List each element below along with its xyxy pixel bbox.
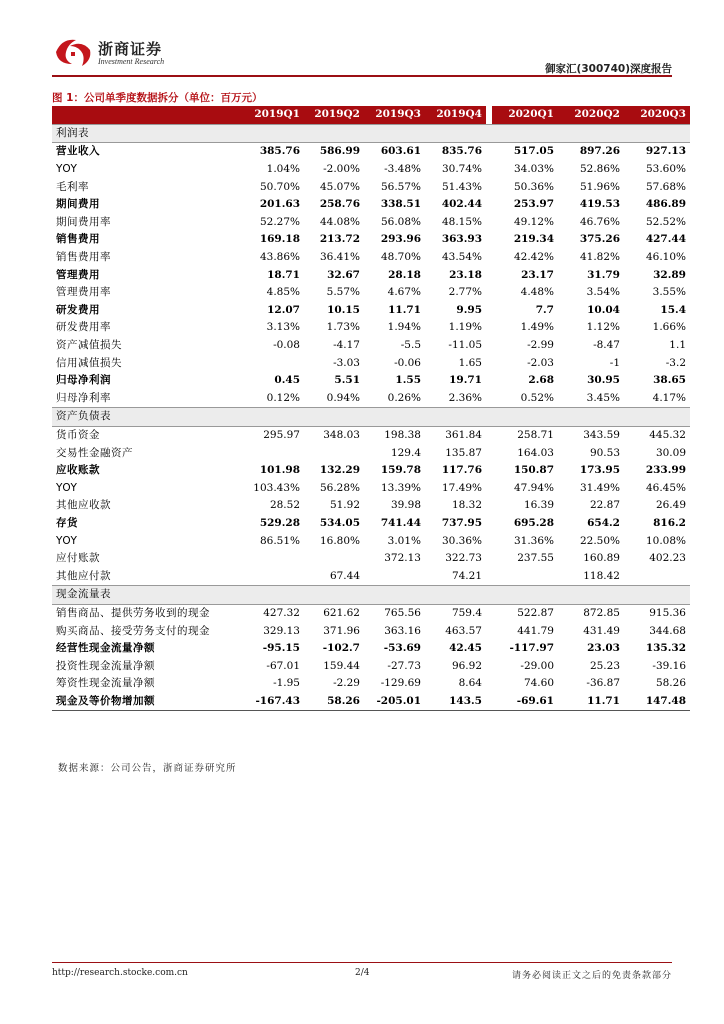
value-cell: 219.34 <box>513 233 554 246</box>
value-cell: 361.84 <box>445 428 482 441</box>
value-cell: 17.49% <box>441 481 482 494</box>
value-cell: 198.38 <box>384 428 421 441</box>
value-cell: -205.01 <box>364 693 425 711</box>
value-cell: 1.65 <box>458 356 482 369</box>
value-cell: -39.16 <box>652 659 686 672</box>
value-cell: -11.05 <box>448 339 482 352</box>
value-cell: 46.76% <box>579 215 620 228</box>
value-cell: 74.60 <box>523 677 554 690</box>
value-cell <box>244 444 304 462</box>
table-row <box>52 143 690 161</box>
value-cell: 3.54% <box>586 286 620 299</box>
value-cell: -2.29 <box>333 677 360 690</box>
value-cell: 18.32 <box>451 499 482 512</box>
table-row <box>52 675 690 693</box>
disclaimer-note: 请务必阅读正文之后的免责条款部分 <box>511 971 672 981</box>
value-cell: 816.2 <box>653 516 686 529</box>
value-cell: 344.68 <box>649 624 686 637</box>
section-header-row <box>52 408 690 427</box>
section-header-row <box>52 586 690 605</box>
table-row <box>52 337 690 355</box>
value-cell: 19.71 <box>449 374 482 387</box>
row-label: 应收账款 <box>56 464 100 477</box>
value-cell: 2.77% <box>448 286 482 299</box>
row-label: 营业收入 <box>56 145 100 158</box>
value-cell: 258.76 <box>319 198 360 211</box>
value-cell: -53.69 <box>383 642 421 655</box>
value-cell: 463.57 <box>445 624 482 637</box>
value-cell: 759.4 <box>451 606 482 619</box>
row-label: 研发费用 <box>56 303 100 316</box>
value-cell <box>364 567 425 585</box>
value-cell: 419.53 <box>579 198 620 211</box>
value-cell <box>304 550 364 568</box>
value-cell: 0.26% <box>387 391 421 404</box>
value-cell: 385.76 <box>259 145 300 158</box>
column-header: 2019Q1 <box>244 106 304 124</box>
row-label: 其他应收款 <box>56 499 111 512</box>
value-cell: -4.17 <box>333 339 360 352</box>
value-cell: 621.62 <box>323 606 360 619</box>
value-cell: 897.26 <box>579 145 620 158</box>
value-cell: -95.15 <box>262 642 300 655</box>
value-cell: 46.10% <box>645 251 686 264</box>
value-cell: 52.27% <box>259 215 300 228</box>
value-cell: 51.43% <box>441 180 482 193</box>
value-cell: -3.03 <box>333 356 360 369</box>
row-label: 交易性金融资产 <box>56 446 133 459</box>
value-cell: 56.57% <box>380 180 421 193</box>
value-cell: 517.05 <box>513 145 554 158</box>
value-cell: 10.08% <box>645 534 686 547</box>
value-cell: 237.55 <box>517 552 554 565</box>
value-cell: 56.08% <box>380 215 421 228</box>
value-cell: 0.52% <box>520 391 554 404</box>
value-cell: 169.18 <box>259 233 300 246</box>
value-cell: 402.23 <box>649 552 686 565</box>
value-cell: 30.36% <box>441 534 482 547</box>
row-label: 归母净利润 <box>56 374 111 387</box>
value-cell: -129.69 <box>380 677 421 690</box>
row-label: 购买商品、接受劳务支付的现金 <box>56 624 210 637</box>
value-cell: 132.29 <box>319 464 360 477</box>
value-cell: -167.43 <box>244 693 304 711</box>
value-cell: 143.5 <box>425 693 486 711</box>
value-cell: 11.71 <box>388 303 421 316</box>
value-cell: 36.41% <box>319 251 360 264</box>
row-label: YOY <box>56 163 78 176</box>
value-cell: 34.03% <box>513 163 554 176</box>
row-label: 管理费用率 <box>56 286 111 299</box>
value-cell: 363.16 <box>384 624 421 637</box>
table-row <box>52 444 690 462</box>
value-cell: 371.96 <box>323 624 360 637</box>
value-cell: 441.79 <box>517 624 554 637</box>
row-label: YOY <box>56 481 78 494</box>
value-cell: 1.1 <box>669 339 686 352</box>
value-cell: 253.97 <box>513 198 554 211</box>
table-row <box>52 462 690 480</box>
value-cell: 293.96 <box>380 233 421 246</box>
row-label: 研发费用率 <box>56 321 111 334</box>
value-cell: 915.36 <box>649 606 686 619</box>
row-label: 经营性现金流量净额 <box>56 642 155 655</box>
value-cell: 213.72 <box>319 233 360 246</box>
value-cell: 57.68% <box>645 180 686 193</box>
value-cell: 39.98 <box>390 499 421 512</box>
value-cell: 117.76 <box>441 464 482 477</box>
value-cell: 872.85 <box>583 606 620 619</box>
value-cell: 50.36% <box>513 180 554 193</box>
table-header-row <box>52 106 690 124</box>
value-cell: 31.36% <box>513 534 554 547</box>
row-label: 管理费用 <box>56 268 100 281</box>
value-cell <box>624 567 690 585</box>
value-cell: 427.44 <box>645 233 686 246</box>
value-cell: 51.92 <box>329 499 360 512</box>
value-cell: 32.67 <box>327 268 360 281</box>
row-label: 其他应付款 <box>56 569 111 582</box>
table-row <box>52 479 690 497</box>
header-label-cell <box>52 106 244 124</box>
value-cell: 18.71 <box>267 268 300 281</box>
value-cell: 427.32 <box>263 606 300 619</box>
value-cell: 159.78 <box>380 464 421 477</box>
value-cell: 31.79 <box>587 268 620 281</box>
data-source-note: 数据来源：公司公告，浙商证券研究所 <box>58 763 237 774</box>
value-cell: 41.82% <box>579 251 620 264</box>
zheshang-logo-icon <box>52 36 94 68</box>
value-cell: 160.89 <box>583 552 620 565</box>
value-cell: 101.98 <box>259 464 300 477</box>
table-row <box>52 693 690 711</box>
value-cell: 695.28 <box>513 516 554 529</box>
value-cell: 1.19% <box>448 321 482 334</box>
value-cell: 147.48 <box>624 693 690 711</box>
value-cell: 15.4 <box>660 303 686 316</box>
section-title: 利润表 <box>52 124 690 143</box>
value-cell: 258.71 <box>517 428 554 441</box>
value-cell: 103.43% <box>253 481 300 494</box>
value-cell: 295.97 <box>263 428 300 441</box>
value-cell <box>492 567 558 585</box>
row-label: 应付账款 <box>56 552 100 565</box>
value-cell: 0.12% <box>266 391 300 404</box>
brand-subtitle: Investment Research <box>98 57 165 66</box>
value-cell: 129.4 <box>390 446 421 459</box>
value-cell <box>304 444 364 462</box>
table-row <box>52 567 690 585</box>
value-cell: -1.95 <box>273 677 300 690</box>
value-cell: 0.94% <box>326 391 360 404</box>
value-cell: 363.93 <box>441 233 482 246</box>
table-row <box>52 532 690 550</box>
page-header <box>0 0 724 80</box>
value-cell: 30.95 <box>587 374 620 387</box>
value-cell: 159.44 <box>323 659 360 672</box>
value-cell: -2.03 <box>527 356 554 369</box>
value-cell: 58.26 <box>304 693 364 711</box>
value-cell: 50.70% <box>259 180 300 193</box>
table-row <box>52 249 690 267</box>
page-number: 2/4 <box>355 968 370 978</box>
footer-divider <box>52 962 672 963</box>
value-cell: 431.49 <box>583 624 620 637</box>
value-cell: 22.87 <box>589 499 620 512</box>
quarterly-data-table <box>52 106 690 711</box>
table-row <box>52 372 690 390</box>
table-row <box>52 390 690 408</box>
value-cell: 586.99 <box>319 145 360 158</box>
value-cell <box>244 550 304 568</box>
table-row <box>52 178 690 196</box>
value-cell: 529.28 <box>259 516 300 529</box>
value-cell: 654.2 <box>587 516 620 529</box>
value-cell <box>244 354 304 372</box>
value-cell: 26.49 <box>655 499 686 512</box>
column-header: 2020Q3 <box>624 106 690 124</box>
value-cell: 329.13 <box>263 624 300 637</box>
row-label: 销售费用 <box>56 233 100 246</box>
value-cell: 1.49% <box>520 321 554 334</box>
column-header: 2020Q2 <box>558 106 624 124</box>
value-cell: 173.95 <box>579 464 620 477</box>
value-cell: 765.56 <box>384 606 421 619</box>
value-cell: 164.03 <box>517 446 554 459</box>
value-cell: 52.52% <box>645 215 686 228</box>
value-cell: 46.45% <box>645 481 686 494</box>
value-cell: 4.17% <box>652 391 686 404</box>
table-row <box>52 231 690 249</box>
value-cell: 45.07% <box>319 180 360 193</box>
value-cell: 13.39% <box>380 481 421 494</box>
value-cell: 90.53 <box>589 446 620 459</box>
value-cell: 47.94% <box>513 481 554 494</box>
row-label: 资产减值损失 <box>56 339 122 352</box>
value-cell: 486.89 <box>645 198 686 211</box>
value-cell: 48.70% <box>380 251 421 264</box>
value-cell: 118.42 <box>583 569 620 582</box>
value-cell: 445.32 <box>649 428 686 441</box>
row-label: 投资性现金流量净额 <box>56 659 155 672</box>
value-cell: 16.39 <box>523 499 554 512</box>
row-label: YOY <box>56 534 78 547</box>
value-cell: 53.60% <box>645 163 686 176</box>
row-label: 信用减值损失 <box>56 356 122 369</box>
value-cell: 16.80% <box>319 534 360 547</box>
value-cell: 135.87 <box>445 446 482 459</box>
value-cell: 741.44 <box>380 516 421 529</box>
report-title: 御家汇(300740)深度报告 <box>545 63 672 75</box>
value-cell: -5.5 <box>400 339 421 352</box>
value-cell: 737.95 <box>441 516 482 529</box>
value-cell: 49.12% <box>513 215 554 228</box>
row-label: 现金及等价物增加额 <box>52 693 244 711</box>
value-cell: 8.64 <box>458 677 482 690</box>
column-header: 2019Q3 <box>364 106 425 124</box>
table-row <box>52 319 690 337</box>
table-row <box>52 497 690 515</box>
value-cell: 522.87 <box>517 606 554 619</box>
row-label: 期间费用率 <box>56 215 111 228</box>
value-cell: -36.87 <box>586 677 620 690</box>
value-cell: 25.23 <box>589 659 620 672</box>
value-cell: 52.86% <box>579 163 620 176</box>
footer-url: http://research.stocke.com.cn <box>52 968 188 978</box>
value-cell: 150.87 <box>513 464 554 477</box>
table-row <box>52 266 690 284</box>
value-cell: -0.08 <box>273 339 300 352</box>
value-cell: 1.73% <box>326 321 360 334</box>
value-cell: 5.51 <box>334 374 360 387</box>
column-header: 2020Q1 <box>492 106 558 124</box>
value-cell: 375.26 <box>579 233 620 246</box>
value-cell: -102.7 <box>322 642 360 655</box>
value-cell: -8.47 <box>593 339 620 352</box>
column-header: 2019Q2 <box>304 106 364 124</box>
value-cell: 56.28% <box>319 481 360 494</box>
section-header-row <box>52 124 690 143</box>
value-cell: 348.03 <box>323 428 360 441</box>
value-cell: 338.51 <box>380 198 421 211</box>
value-cell: 1.12% <box>586 321 620 334</box>
value-cell: 5.57% <box>326 286 360 299</box>
value-cell: 135.32 <box>645 642 686 655</box>
value-cell: 23.03 <box>587 642 620 655</box>
brand-name: 浙商证券 <box>98 40 163 58</box>
value-cell: -2.00% <box>323 163 360 176</box>
table-row <box>52 284 690 302</box>
value-cell: -3.2 <box>665 356 686 369</box>
value-cell: 23.17 <box>521 268 554 281</box>
table-row <box>52 354 690 372</box>
value-cell: 1.55 <box>395 374 421 387</box>
value-cell: 96.92 <box>451 659 482 672</box>
value-cell: 28.18 <box>388 268 421 281</box>
table-row <box>52 426 690 444</box>
row-label: 毛利率 <box>56 180 89 193</box>
table-row <box>52 302 690 320</box>
value-cell: 3.13% <box>266 321 300 334</box>
value-cell: 86.51% <box>259 534 300 547</box>
value-cell: 11.71 <box>558 693 624 711</box>
row-label: 存货 <box>56 516 78 529</box>
section-title: 资产负债表 <box>52 408 690 427</box>
value-cell: 3.45% <box>586 391 620 404</box>
value-cell: -29.00 <box>520 659 554 672</box>
value-cell: 1.94% <box>387 321 421 334</box>
value-cell: 534.05 <box>319 516 360 529</box>
row-label: 筹资性现金流量净额 <box>56 677 155 690</box>
header-divider <box>52 75 672 77</box>
value-cell: 31.49% <box>579 481 620 494</box>
value-cell: 48.15% <box>441 215 482 228</box>
table-row <box>52 161 690 179</box>
value-cell: 322.73 <box>445 552 482 565</box>
value-cell <box>244 567 304 585</box>
value-cell: 28.52 <box>269 499 300 512</box>
value-cell: 22.50% <box>579 534 620 547</box>
row-label: 销售商品、提供劳务收到的现金 <box>56 606 210 619</box>
value-cell: 43.54% <box>441 251 482 264</box>
value-cell: 343.59 <box>583 428 620 441</box>
value-cell: 1.66% <box>652 321 686 334</box>
table-row <box>52 550 690 568</box>
value-cell: 233.99 <box>645 464 686 477</box>
table-row <box>52 640 690 658</box>
value-cell: 30.74% <box>441 163 482 176</box>
value-cell: 4.48% <box>520 286 554 299</box>
row-label: 销售费用率 <box>56 251 111 264</box>
value-cell: 2.36% <box>448 391 482 404</box>
column-header: 2019Q4 <box>425 106 486 124</box>
table-row <box>52 515 690 533</box>
value-cell: 201.63 <box>259 198 300 211</box>
value-cell: 7.7 <box>535 303 554 316</box>
value-cell: 0.45 <box>274 374 300 387</box>
value-cell: 402.44 <box>441 198 482 211</box>
value-cell: 10.15 <box>327 303 360 316</box>
value-cell: -2.99 <box>527 339 554 352</box>
value-cell: 42.42% <box>513 251 554 264</box>
table-row <box>52 657 690 675</box>
value-cell: -0.06 <box>394 356 421 369</box>
table-row <box>52 214 690 232</box>
value-cell: 2.68 <box>528 374 554 387</box>
value-cell: 67.44 <box>329 569 360 582</box>
value-cell: 4.67% <box>387 286 421 299</box>
value-cell: 927.13 <box>645 145 686 158</box>
table-row <box>52 604 690 622</box>
value-cell: -69.61 <box>492 693 558 711</box>
value-cell: -27.73 <box>387 659 421 672</box>
value-cell: -3.48% <box>384 163 421 176</box>
row-label: 货币资金 <box>56 428 100 441</box>
value-cell: 835.76 <box>441 145 482 158</box>
value-cell: -67.01 <box>266 659 300 672</box>
table-row <box>52 196 690 214</box>
row-label: 期间费用 <box>56 198 100 211</box>
value-cell: 42.45 <box>449 642 482 655</box>
section-title: 现金流量表 <box>52 586 690 605</box>
value-cell: 74.21 <box>451 569 482 582</box>
value-cell: 9.95 <box>456 303 482 316</box>
value-cell: 10.04 <box>587 303 620 316</box>
value-cell: -117.97 <box>509 642 554 655</box>
value-cell: 3.01% <box>387 534 421 547</box>
value-cell: 372.13 <box>384 552 421 565</box>
value-cell: 38.65 <box>653 374 686 387</box>
value-cell: 51.96% <box>579 180 620 193</box>
value-cell: 12.07 <box>267 303 300 316</box>
value-cell: 43.86% <box>259 251 300 264</box>
value-cell: 4.85% <box>266 286 300 299</box>
figure-caption: 图 1：公司单季度数据拆分（单位：百万元） <box>52 92 263 104</box>
value-cell: 1.04% <box>266 163 300 176</box>
value-cell: 58.26 <box>655 677 686 690</box>
table-row <box>52 622 690 640</box>
value-cell: 32.89 <box>653 268 686 281</box>
value-cell: 44.08% <box>319 215 360 228</box>
row-label: 归母净利率 <box>56 391 111 404</box>
value-cell: 603.61 <box>380 145 421 158</box>
value-cell: 30.09 <box>655 446 686 459</box>
value-cell: 23.18 <box>449 268 482 281</box>
value-cell: 3.55% <box>652 286 686 299</box>
value-cell: -1 <box>609 356 620 369</box>
